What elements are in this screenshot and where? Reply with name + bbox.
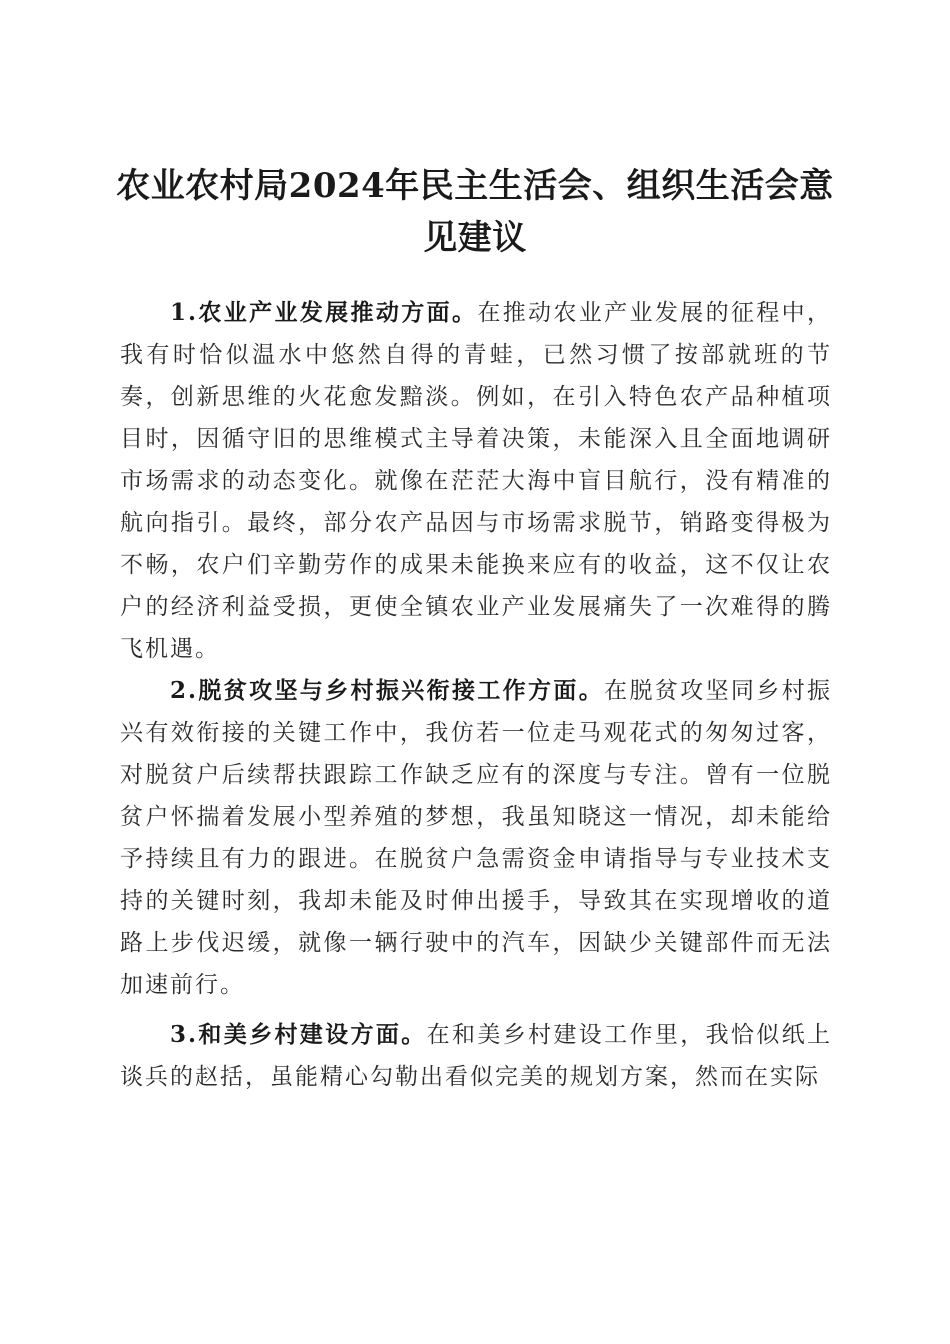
paragraph-2-heading: 2.脱贫攻坚与乡村振兴衔接工作方面。 <box>170 677 605 704</box>
document-title: 农业农村局2024年民主生活会、组织生活会意见建议 <box>116 166 834 258</box>
paragraph-2 <box>120 670 832 1006</box>
paragraph-3 <box>120 1014 832 1098</box>
paragraph-2-text: 在脱贫攻坚同乡村振兴有效衔接的关键工作中，我仿若一位走马观花式的匆匆过客，对脱贫户后续帮扶跟踪工作缺乏应有的深度与专注。曾有一位脱贫户怀揣着发展小型养殖的梦想，我虽知晓这一情况，却未能给予持续且有力的跟进。在脱贫户急需资金申请指导与专业技术支持的关键时刻，我却未能及时伸出援手，导致其在实现增收的道路上步伐迟缓，就像一辆行驶中的汽车，因缺少关键部件而无法加速前行。 <box>120 678 832 998</box>
document-body <box>120 292 832 1098</box>
paragraph-1-text: 在推动农业产业发展的征程中，我有时恰似温水中悠然自得的青蛙，已然习惯了按部就班的节奏，创新思维的火花愈发黯淡。例如，在引入特色农产品种植项目时，因循守旧的思维模式主导着决策，未能深入且全面地调研市场需求的动态变化。就像在茫茫大海中盲目航行，没有精准的航向指引。最终，部分农产品因与市场需求脱节，销路变得极为不畅，农户们辛勤劳作的成果未能换来应有的收益，这不仅让农户的经济利益受损，更使全镇农业产业发展痛失了一次难得的腾飞机遇。 <box>120 300 832 662</box>
paragraph-1-heading: 1.农业产业发展推动方面。 <box>170 299 478 326</box>
paragraph-3-text: 在和美乡村建设工作里，我恰似纸上谈兵的赵括，虽能精心勾勒出看似完美的规划方案，然而在实际 <box>120 1022 832 1090</box>
paragraph-1 <box>120 292 832 670</box>
paragraph-3-heading: 3.和美乡村建设方面。 <box>170 1021 427 1048</box>
